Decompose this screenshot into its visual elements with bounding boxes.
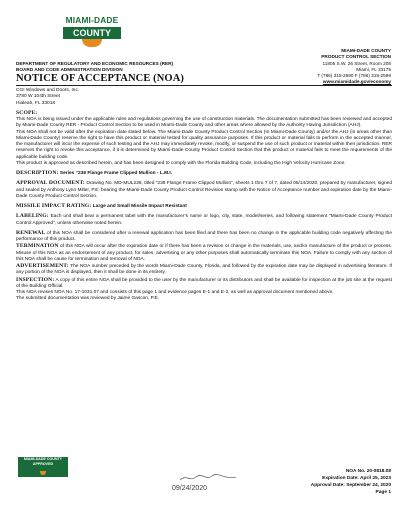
termination-heading: TERMINATION bbox=[16, 243, 59, 250]
seal-line2: APPROVED bbox=[32, 462, 54, 466]
miami-dade-logo bbox=[62, 12, 122, 60]
applicant-city: Hialeah, FL 33018 bbox=[16, 100, 56, 106]
revises-note: This NOA revises NOA No. 17-1031.07 and consists of this page 1 and evidence pages E-1 and E-2, as well as approval document mentioned above. bbox=[16, 290, 334, 295]
office-section: PRODUCT CONTROL SECTION bbox=[321, 54, 391, 59]
office-name: MIAMI-DADE COUNTY bbox=[341, 48, 391, 53]
office-phone: T (786) 315-2590 F (786) 315-2599 bbox=[317, 73, 391, 78]
seal-line1: MIAMI-DADE COUNTY bbox=[23, 457, 63, 461]
office-city: Miami, FL 33175 bbox=[356, 67, 391, 72]
missile-section bbox=[16, 203, 392, 210]
logo-line1: MIAMI-DADE bbox=[65, 15, 119, 25]
page-title: NOTICE OF ACCEPTANCE (NOA) bbox=[16, 73, 184, 84]
logo-line2: COUNTY bbox=[73, 28, 111, 38]
scope-heading: SCOPE: bbox=[16, 109, 38, 116]
renewal-text: of this NOA shall be considered after a renewal application has been filed and there has been no change in the applicable building code negatively affecting the performance of this product. bbox=[16, 230, 392, 242]
office-address: 11805 S.W. 26 Street, Room 208 bbox=[322, 61, 391, 66]
reviewed-note: The submitted documentation was reviewed by Jaime Gascon, P.E. bbox=[16, 296, 160, 302]
advertisement-heading: ADVERTISEMENT: bbox=[16, 263, 69, 269]
termination-section bbox=[16, 243, 392, 263]
logo-bar bbox=[63, 27, 121, 39]
approval-heading: APPROVAL DOCUMENT: bbox=[16, 180, 85, 187]
inspection-text: A copy of this entire NOA shall be provided to the user by the manufacturer or its distributors and shall be available for inspection at the job site at the request of the Building Official. bbox=[16, 277, 392, 289]
missile-text: Large and Small Missile Impact Resistant bbox=[92, 204, 187, 209]
description-section bbox=[16, 170, 392, 177]
seal-mark-icon bbox=[40, 471, 46, 475]
applicant-street: 3780 W 104th Street bbox=[16, 94, 60, 100]
approval-section bbox=[16, 180, 392, 200]
notice-body bbox=[16, 88, 392, 303]
logo-sun-icon bbox=[82, 39, 102, 47]
approval-date: Approval Date: September 24, 2020 bbox=[310, 483, 391, 488]
approval-text: Drawing No. MD-MUL238, titled “238 Flange Frame Clipped Mullion”, sheets 1 thru 7 of 7, dated 05/14/2020, prepared by manufacturer, signed and sealed by Anthony Lynn Miller, P.E. bearing the Miami-Dade County Product Control Revision stamp with the Notice of Acceptance number and expiration date by the Miami-Dade County Product Control Section. bbox=[16, 181, 392, 199]
missile-heading: MISSILE IMPACT RATING: bbox=[16, 203, 92, 209]
labeling-heading: LABELING: bbox=[16, 213, 49, 220]
inspection-heading: INSPECTION: bbox=[16, 276, 55, 283]
scope-paragraph-2: This NOA shall not be valid after the expiration date stated below. The Miami-Dade County Product Control Section (In Miami-Dade County) and/or the AHJ (in areas other than Miami-Dade County) reserve the right to have this product or material tested for quality assurance purposes. If this product or material fails to perform in the accepted manner, the manufacturer will incur the expense of such testing and the AHJ may immediately revoke, modify, or suspend the use of such product or material within their jurisdiction. RER reserves the right to revoke this acceptance, if it is determined by Miami-Dade County Product Control Section that this product or material fails to meet the requirements of the applicable building code. bbox=[16, 129, 392, 160]
division-name: BOARD AND CODE ADMINISTRATION DIVISION bbox=[16, 66, 123, 72]
advertisement-section bbox=[16, 263, 392, 277]
office-website-link[interactable]: www.miamidade.gov/economy bbox=[322, 79, 391, 84]
page-number: Page 1 bbox=[375, 490, 391, 495]
labeling-text: Each unit shall bear a permanent label with the manufacturer’s name or logo, city, state, model/series, and following statement “Miami-Dade County Product Control Approved”, unless otherwise noted herein. bbox=[16, 214, 392, 226]
description-text: Series “238 Flange Frame Clipped Mullion - L.M.I. bbox=[59, 171, 173, 176]
noa-number: NOA No. 20-0818.08 bbox=[345, 469, 391, 474]
applicant-name: CGI Windows and Doors, Inc. bbox=[16, 88, 80, 93]
department-name: DEPARTMENT OF REGULATORY AND ECONOMIC RESOURCES (RER) bbox=[16, 61, 174, 66]
signature-icon bbox=[178, 473, 238, 483]
description-heading: DESCRIPTION: bbox=[16, 170, 59, 176]
expiration-date: Expiration Date: April 25, 2023 bbox=[322, 476, 391, 481]
renewal-section bbox=[16, 230, 392, 244]
advertisement-text: The NOA number preceded by the words Miami-Dade County, Florida, and followed by the expiration date may be displayed in advertising literature. If any portion of the NOA is displayed, then it shall be done in its entirety. bbox=[16, 264, 392, 276]
termination-text: of this NOA will occur after the expiration date or if there has been a revision or change in the materials, use, and/or manufacture of the product or process. Misuse of this NOA as an endorsement of any product, for sales, advertising or any other purposes shall automatically terminate this NOA. Failure to comply with any section of this NOA shall be cause for termination and removal of NOA. bbox=[16, 244, 392, 262]
inspection-section bbox=[16, 277, 392, 291]
scope-paragraph-1: This NOA is being issued under the applicable rules and regulations governing the use of construction materials. The documentation submitted has been reviewed and accepted by Miami-Dade County RER - Product Control Section to be used in Miami-Dade County and other areas where allowed by the Authority Having Jurisdiction (AHJ). bbox=[16, 117, 392, 129]
department-block bbox=[16, 61, 173, 73]
signature-date: 09/24/2020 bbox=[172, 485, 208, 492]
header-divider bbox=[16, 85, 392, 86]
scope-paragraph-3: This product is approved as described herein, and has been designed to comply with the Florida Building Code, including the High Velocity Hurricane Zone. bbox=[16, 160, 346, 166]
approved-seal bbox=[18, 457, 68, 477]
labeling-section bbox=[16, 213, 392, 227]
renewal-heading: RENEWAL bbox=[16, 229, 46, 236]
